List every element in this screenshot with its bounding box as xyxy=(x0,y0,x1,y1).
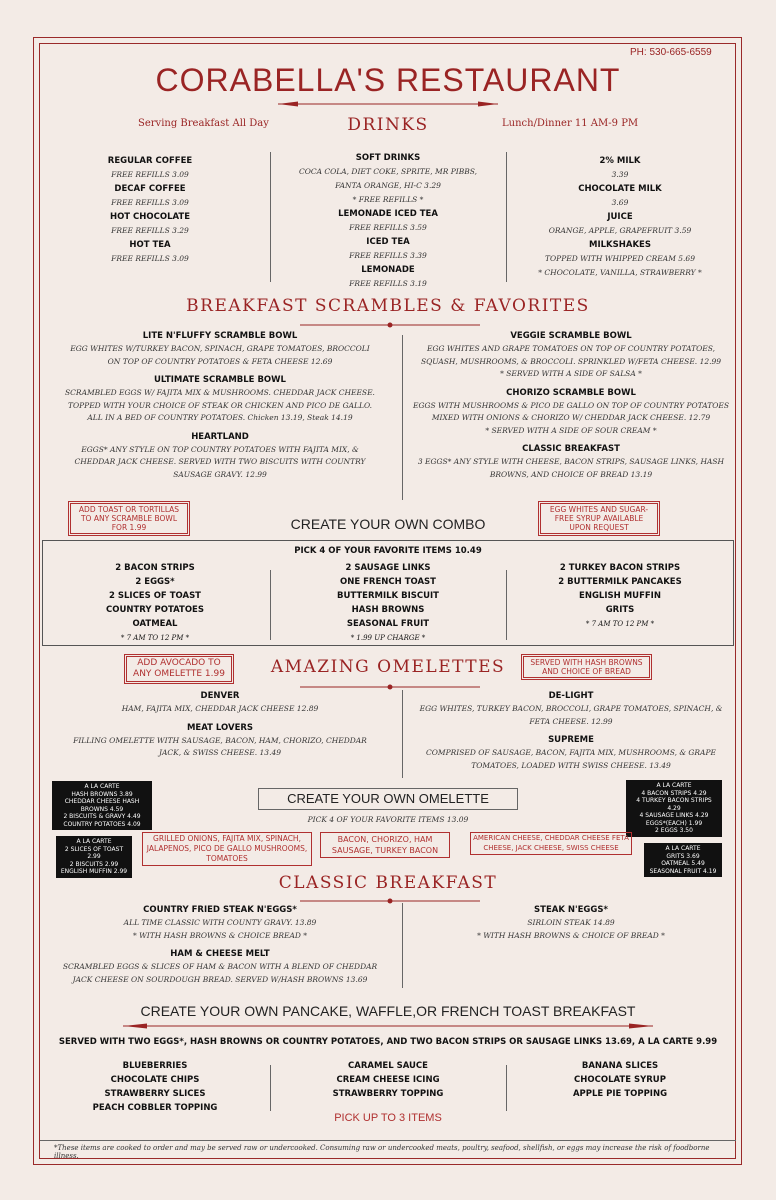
combo-item: SEASONAL FRUIT xyxy=(346,619,430,629)
item-desc: * WITH HASH BROWNS & CHOICE OF BREAD * xyxy=(477,930,665,940)
combo-item: 2 SAUSAGE LINKS xyxy=(345,563,431,573)
item-name: HAM & CHEESE MELT xyxy=(170,949,270,959)
item-desc: EGG WHITES W/TURKEY BACON, SPINACH, GRAPE TOMATOES, BROCCOLI xyxy=(70,344,370,353)
divider xyxy=(270,570,271,640)
item-desc: MIXED WITH ONIONS & CHORIZO W/ CHEDDAR JACK CHEESE. 12.79 xyxy=(431,413,711,422)
egg-whites-note: EGG WHITES AND SUGAR-FREE SYRUP AVAILABLE UPON REQUEST xyxy=(540,503,658,534)
alacarte-line: HASH BROWNS 3.89 xyxy=(71,790,133,798)
drink-name: MILKSHAKES xyxy=(589,240,651,250)
item-name: STEAK N'EGGS* xyxy=(534,905,608,915)
drink-name: ICED TEA xyxy=(366,237,410,247)
item-desc: 3 EGGS* ANY STYLE WITH CHEESE, BACON STRIPS, SAUSAGE LINKS, HASH xyxy=(417,457,725,466)
drink-name: HOT CHOCOLATE xyxy=(109,212,191,222)
alacarte-line: 4 BACON STRIPS 4.29 xyxy=(641,789,707,797)
item-name: ULTIMATE SCRAMBLE BOWL xyxy=(154,375,286,385)
drink-name: HOT TEA xyxy=(129,240,171,250)
drink-name: REGULAR COFFEE xyxy=(107,156,193,166)
alacarte-line: GRITS 3.69 xyxy=(666,852,700,860)
alacarte-line: EGGS*(EACH) 1.99 xyxy=(645,819,703,827)
drink-name: LEMONADE ICED TEA xyxy=(338,209,438,219)
item-desc: BROWNS, AND CHOICE OF BREAD 13.19 xyxy=(489,469,653,479)
create-omelette-title: CREATE YOUR OWN OMELETTE xyxy=(258,788,518,810)
topping-item: CHOCOLATE SYRUP xyxy=(574,1075,666,1085)
pancake-served: SERVED WITH TWO EGGS*, HASH BROWNS OR COUNTRY POTATOES, AND TWO BACON STRIPS OR SAUSAGE LINKS 13.69, A LA CARTE 9.99 xyxy=(58,1037,718,1047)
drink-name: CHOCOLATE MILK xyxy=(578,184,662,194)
combo-title: CREATE YOUR OWN COMBO xyxy=(290,516,486,532)
menu-item xyxy=(45,374,395,425)
drink-price: 3.39 xyxy=(611,170,629,179)
combo-note: * 7 AM TO 12 PM * xyxy=(585,620,655,628)
menu-item xyxy=(406,734,736,772)
item-desc: TOPPED WITH YOUR CHOICE OF STEAK OR CHICKEN AND PICO DE GALLO. xyxy=(67,400,373,410)
item-desc: * WITH HASH BROWNS & CHOICE BREAD * xyxy=(132,930,308,940)
item-desc: JACK, & SWISS CHEESE. 13.49 xyxy=(158,748,281,757)
avocado-note: ADD AVOCADO TO ANY OMELETTE 1.99 xyxy=(126,656,232,682)
menu-item xyxy=(406,330,736,381)
combo-col-2 xyxy=(290,561,486,645)
alacarte-line: SEASONAL FRUIT 4.19 xyxy=(649,867,717,875)
classic-left xyxy=(45,898,395,986)
footnote: *These items are cooked to order and may be served raw or undercooked. Consuming raw or undercooked meats, poultry, seafood, shellfish, or eggs may increase the risk of foodborne illness. xyxy=(54,1144,710,1160)
item-desc: SCRAMBLED EGGS & SLICES OF HAM & BACON WITH A BLEND OF CHEDDAR xyxy=(62,962,378,971)
drinks-col-milk xyxy=(520,154,720,280)
menu-item xyxy=(45,330,395,368)
breakfast-note: Serving Breakfast All Day xyxy=(138,118,269,129)
scrambles-right xyxy=(406,324,736,481)
alacarte-line: A LA CARTE xyxy=(656,782,692,789)
menu-item xyxy=(406,904,736,942)
drink-price: FREE REFILLS 3.19 xyxy=(349,279,427,288)
topping-item: STRAWBERRY SLICES xyxy=(104,1089,206,1099)
title-flourish xyxy=(278,100,498,108)
item-name: VEGGIE SCRAMBLE BOWL xyxy=(510,331,632,341)
item-desc: EGG WHITES AND GRAPE TOMATOES ON TOP OF COUNTRY POTATOES, xyxy=(427,344,715,353)
menu-item xyxy=(45,722,395,760)
menu-item xyxy=(45,948,395,986)
drink-desc: ORANGE, APPLE, GRAPEFRUIT 3.59 xyxy=(548,226,692,235)
phone-number: PH: 530-665-6559 xyxy=(630,47,712,58)
divider xyxy=(506,152,507,282)
topping-item: BLUEBERRIES xyxy=(122,1061,188,1071)
alacarte-line: CHEDDAR CHEESE HASH BROWNS 4.59 xyxy=(64,798,140,813)
item-desc: SQUASH, MUSHROOMS, & BROCCOLI. SPRINKLED W/FETA CHEESE. 12.99 xyxy=(420,356,722,366)
drinks-title: DRINKS xyxy=(347,115,429,135)
veggie-options-box: GRILLED ONIONS, FAJITA MIX, SPINACH, JALAPENOS, PICO DE GALLO MUSHROOMS, TOMATOES xyxy=(142,832,312,866)
combo-col-1 xyxy=(60,561,250,645)
alacarte-box xyxy=(626,780,722,837)
pancake-col-1 xyxy=(60,1059,250,1115)
item-name: DENVER xyxy=(200,691,240,701)
omelettes-title: AMAZING OMELETTES xyxy=(270,657,506,677)
drink-desc: * FREE REFILLS * xyxy=(352,195,424,204)
item-name: HEARTLAND xyxy=(191,431,249,442)
section-flourish xyxy=(123,1022,653,1030)
divider xyxy=(402,690,403,778)
item-desc: HAM, FAJITA MIX, CHEDDAR JACK CHEESE 12.89 xyxy=(121,704,319,713)
topping-item: BANANA SLICES xyxy=(581,1061,659,1071)
alacarte-line: 2 BISCUITS & GRAVY 4.49 xyxy=(63,813,141,820)
drink-name: SOFT DRINKS xyxy=(355,153,421,163)
scrambles-left xyxy=(45,324,395,481)
pick-up-note: PICK UP TO 3 ITEMS xyxy=(334,1112,442,1124)
cheese-options-box: AMERICAN CHEESE, CHEDDAR CHEESE FETA CHEESE, JACK CHEESE, SWISS CHEESE xyxy=(470,832,632,855)
item-desc: ALL TIME CLASSIC WITH COUNTY GRAVY. 13.89 xyxy=(123,918,317,927)
toast-tortilla-note: ADD TOAST OR TORTILLAS TO ANY SCRAMBLE BOWL FOR 1.99 xyxy=(70,503,188,534)
drink-price: FREE REFILLS 3.39 xyxy=(349,251,427,260)
classic-title: CLASSIC BREAKFAST xyxy=(278,873,498,893)
drink-price: FREE REFILLS 3.09 xyxy=(111,198,189,207)
combo-item: ENGLISH MUFFIN xyxy=(579,591,661,601)
item-desc: EGG WHITES, TURKEY BACON, BROCCOLI, GRAPE TOMATOES, SPINACH, & xyxy=(419,704,723,713)
drink-price: FREE REFILLS 3.09 xyxy=(111,254,189,263)
lunch-dinner-note: Lunch/Dinner 11 AM-9 PM xyxy=(502,118,639,129)
item-desc: SCRAMBLED EGGS W/ FAJITA MIX & MUSHROOMS. CHEDDAR JACK CHEESE. xyxy=(65,388,375,397)
drink-price: FREE REFILLS 3.29 xyxy=(111,226,189,235)
item-desc: SIRLOIN STEAK 14.89 xyxy=(527,918,615,927)
item-desc: SAUSAGE GRAVY. 12.99 xyxy=(173,469,267,479)
classic-right xyxy=(406,898,736,942)
item-name: CLASSIC BREAKFAST xyxy=(522,444,620,454)
alacarte-line: 2 SLICES OF TOAST 2.99 xyxy=(64,845,124,860)
alacarte-line: OATMEAL 5.49 xyxy=(661,860,705,867)
combo-item: ONE FRENCH TOAST xyxy=(340,577,436,587)
combo-note: * 1.99 UP CHARGE * xyxy=(350,634,426,642)
topping-item: CREAM CHEESE ICING xyxy=(336,1075,440,1085)
item-desc: * SERVED WITH A SIDE OF SALSA * xyxy=(500,369,642,378)
combo-pick: PICK 4 OF YOUR FAVORITE ITEMS 10.49 xyxy=(294,546,482,556)
combo-item: 2 TURKEY BACON STRIPS xyxy=(559,563,681,573)
divider xyxy=(506,570,507,640)
drinks-col-soft xyxy=(278,151,498,291)
divider xyxy=(402,335,403,500)
alacarte-line: 2 BISCUITS 2.99 xyxy=(69,860,119,868)
drink-name: JUICE xyxy=(607,212,633,222)
drink-name: LEMONADE xyxy=(361,265,415,275)
divider xyxy=(402,903,403,988)
item-name: MEAT LOVERS xyxy=(186,722,254,733)
item-name: SUPREME xyxy=(548,735,594,745)
item-name: COUNTRY FRIED STEAK N'EGGS* xyxy=(143,905,297,915)
combo-item: 2 BACON STRIPS xyxy=(115,563,195,573)
drink-name: 2% MILK xyxy=(599,156,641,166)
drink-desc: TOPPED WITH WHIPPED CREAM 5.69 xyxy=(545,254,695,263)
combo-item: 2 SLICES OF TOAST xyxy=(109,591,201,601)
combo-col-3 xyxy=(520,561,720,631)
drink-price: 3.69 xyxy=(611,198,629,207)
topping-item: CARAMEL SAUCE xyxy=(348,1061,428,1071)
item-desc: JACK CHEESE ON SOURDOUGH BREAD. SERVED W/HASH BROWNS 13.69 xyxy=(72,974,368,984)
combo-item: 2 EGGS* xyxy=(135,577,175,587)
item-desc: ALL IN A BED OF COUNTRY POTATOES. Chicken 13.19, Steak 14.19 xyxy=(87,413,353,422)
hash-browns-note: SERVED WITH HASH BROWNS AND CHOICE OF BREAD xyxy=(523,656,650,678)
topping-item: CHOCOLATE CHIPS xyxy=(110,1075,200,1085)
item-desc: FILLING OMELETTE WITH SAUSAGE, BACON, HAM, CHORIZO, CHEDDAR xyxy=(73,735,367,745)
restaurant-title: CORABELLA'S RESTAURANT xyxy=(155,62,621,98)
item-desc: CHEDDAR JACK CHEESE. SERVED WITH TWO BISCUITS WITH COUNTRY xyxy=(74,457,366,466)
combo-note: * 7 AM TO 12 PM * xyxy=(120,634,190,642)
drinks-col-hot xyxy=(60,154,240,266)
topping-item: STRAWBERRY TOPPING xyxy=(332,1089,444,1099)
alacarte-box xyxy=(56,836,132,878)
alacarte-line: 4 TURKEY BACON STRIPS 4.29 xyxy=(636,797,712,812)
item-desc: * SERVED WITH A SIDE OF SOUR CREAM * xyxy=(485,425,657,435)
pancake-col-2 xyxy=(290,1059,486,1101)
alacarte-line: ENGLISH MUFFIN 2.99 xyxy=(60,868,128,875)
alacarte-line: A LA CARTE xyxy=(665,845,701,852)
drink-desc: COCA COLA, DIET COKE, SPRITE, MR PIBBS, xyxy=(298,167,478,176)
combo-item: GRITS xyxy=(605,605,635,615)
item-desc: EGGS WITH MUSHROOMS & PICO DE GALLO ON TOP OF COUNTRY POTATOES xyxy=(412,400,729,410)
item-desc: TOMATOES, LOADED WITH SWISS CHEESE. 13.49 xyxy=(471,760,671,770)
scrambles-title: BREAKFAST SCRAMBLES & FAVORITES xyxy=(186,296,590,316)
alacarte-line: A LA CARTE xyxy=(76,838,112,845)
omelettes-right xyxy=(406,684,736,772)
item-name: DE-LIGHT xyxy=(548,691,594,701)
combo-item: OATMEAL xyxy=(132,619,178,629)
pancake-col-3 xyxy=(520,1059,720,1101)
combo-item: BUTTERMILK BISCUIT xyxy=(337,591,439,601)
item-desc: ON TOP OF COUNTRY POTATOES & FETA CHEESE 12.69 xyxy=(107,356,333,366)
alacarte-line: 2 EGGS 3.50 xyxy=(655,827,693,834)
omelettes-left xyxy=(45,684,395,760)
pancake-title: CREATE YOUR OWN PANCAKE, WAFFLE,OR FRENCH TOAST BREAKFAST xyxy=(140,1003,636,1019)
menu-item xyxy=(45,690,395,716)
drink-price: FREE REFILLS 3.59 xyxy=(349,223,427,232)
create-omelette-pick: PICK 4 OF YOUR FAVORITE ITEMS 13.09 xyxy=(307,815,469,824)
item-desc: EGGS* ANY STYLE ON TOP COUNTRY POTATOES WITH FAJITA MIX, & xyxy=(81,444,359,454)
drink-name: DECAF COFFEE xyxy=(114,184,186,194)
alacarte-line: COUNTRY POTATOES 4.09 xyxy=(63,820,141,828)
alacarte-line: 4 SAUSAGE LINKS 4.29 xyxy=(639,812,709,819)
combo-item: COUNTRY POTATOES xyxy=(106,605,204,615)
item-desc: FETA CHEESE. 12.99 xyxy=(529,716,613,726)
divider xyxy=(270,1065,271,1111)
topping-item: PEACH COBBLER TOPPING xyxy=(92,1103,218,1113)
item-desc: COMPRISED OF SAUSAGE, BACON, FAJITA MIX, MUSHROOMS, & GRAPE xyxy=(426,748,716,757)
menu-item xyxy=(406,443,736,481)
menu-item xyxy=(45,904,395,942)
alacarte-line: A LA CARTE xyxy=(84,783,120,790)
item-name: LITE N'FLUFFY SCRAMBLE BOWL xyxy=(142,331,298,341)
drink-desc: FANTA ORANGE, HI-C 3.29 xyxy=(335,181,441,190)
meat-options-box: BACON, CHORIZO, HAM SAUSAGE, TURKEY BACON xyxy=(320,832,450,858)
drink-price: FREE REFILLS 3.09 xyxy=(111,170,189,179)
menu-item xyxy=(406,387,736,438)
drink-desc: * CHOCOLATE, VANILLA, STRAWBERRY * xyxy=(538,268,702,277)
combo-item: 2 BUTTERMILK PANCAKES xyxy=(558,577,682,587)
divider xyxy=(506,1065,507,1111)
footer-rule xyxy=(40,1140,736,1141)
alacarte-box xyxy=(644,843,722,877)
topping-item: APPLE PIE TOPPING xyxy=(572,1089,668,1099)
combo-item: HASH BROWNS xyxy=(351,605,425,615)
item-name: CHORIZO SCRAMBLE BOWL xyxy=(506,387,636,398)
menu-item xyxy=(406,690,736,728)
menu-item xyxy=(45,431,395,482)
divider xyxy=(270,152,271,282)
